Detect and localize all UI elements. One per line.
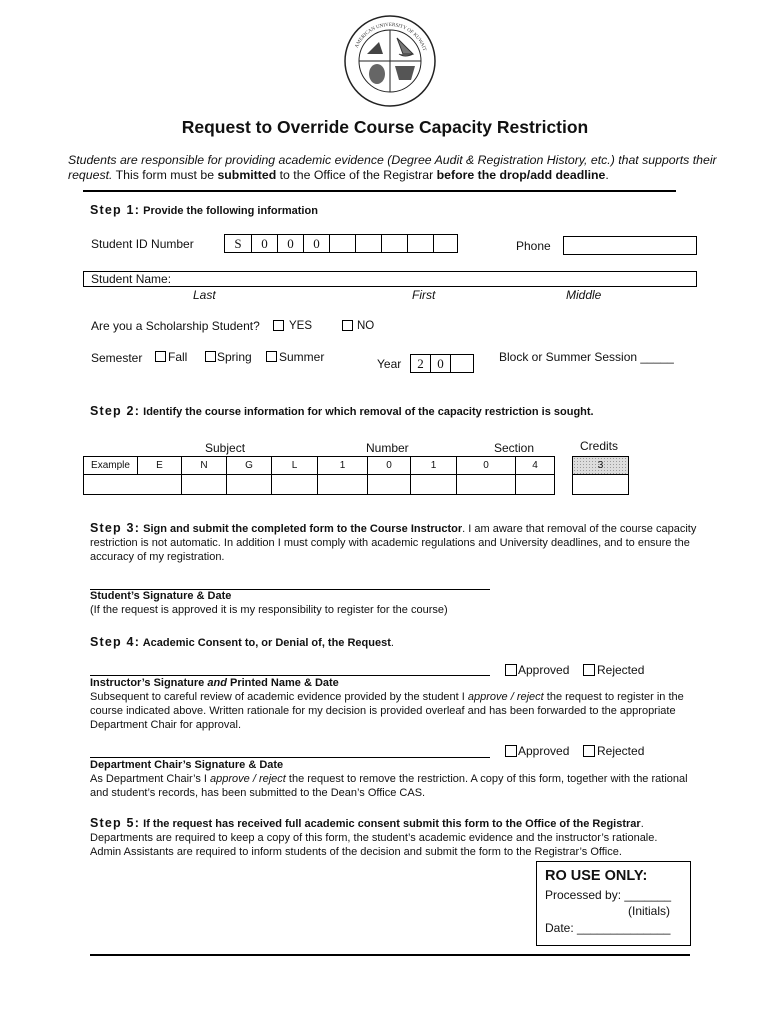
initials-caption: (Initials) [628,904,671,918]
example-section-cell: 4 [532,460,538,471]
phone-field[interactable] [563,236,697,255]
intro-text-3: . [605,168,609,182]
chair-rejected-label: Rejected [597,744,645,758]
ro-date-field[interactable]: Date: ______________ [545,921,671,935]
student-id-digit[interactable] [433,235,458,253]
year-field[interactable] [410,354,474,373]
step5-departments-note: Departments are required to keep a copy of this form, the student’s academic evidence and the instructor’s rationale. [90,832,658,844]
subject-header: Subject [205,441,246,455]
number-entry-cell[interactable] [411,475,457,494]
chair-text: As Department Chair’s I [90,773,211,785]
step4-heading [90,635,394,649]
example-number-cell: 1 [411,457,457,474]
fall-label: Fall [168,350,188,364]
summer-checkbox[interactable] [266,351,277,362]
step2-label: Step 2: [90,404,141,418]
chair-rejected-checkbox[interactable] [583,745,595,757]
step5-text: If the request has received full academic consent submit this form to the Office of the Registrar [143,818,641,830]
subject-entry-cell[interactable] [272,475,318,494]
chair-text-2: the request to remove the restriction. A copy of this form, together with the rational and student’s records, has been submitted to the Dean’s Office CAS. [90,773,688,799]
student-signature-note: (If the request is approved it is my responsibility to register for the course) [90,604,448,616]
instructor-approve-reject: approve / reject [467,691,544,703]
intro-paragraph [68,153,718,183]
fall-checkbox[interactable] [155,351,166,362]
step1-heading [90,203,318,217]
number-header: Number [366,441,409,455]
chair-signature-label: Department Chair’s Signature & Date [90,759,284,771]
example-credits-value: 3 [597,460,604,471]
intro-bold-deadline: before the drop/add deadline [436,168,606,182]
step1-text: Provide the following information [143,205,318,217]
credits-table [572,456,629,495]
student-id-label: Student ID Number [91,237,194,251]
step3-text: . I am aware that removal of the course capacity restriction is not automatic. In addition I must comply with academic regulations and University deadlines, and to ensure the accuracy of my registration. [90,523,697,563]
block-summer-session: Block or Summer Session _____ [499,350,674,364]
instructor-text: Subsequent to careful review of academic evidence provided by the student I [90,691,468,703]
student-id-digit[interactable]: 0 [303,235,329,253]
scholarship-yes-label: YES [289,320,313,332]
phone-label: Phone [516,239,551,253]
example-label: Example [84,457,138,474]
student-id-digit[interactable] [355,235,381,253]
year-label: Year [377,357,402,371]
section-entry-cell[interactable] [516,475,554,494]
section-header: Section [494,441,535,455]
year-digit[interactable]: 0 [430,355,450,373]
instructor-approved-label: Approved [518,663,570,677]
last-name-caption: Last [193,288,216,302]
student-name-field[interactable] [83,271,697,287]
instructor-rejected-label: Rejected [597,663,645,677]
student-id-digit[interactable] [407,235,433,253]
entry-row [84,475,554,494]
instructor-sig-text-2: Printed Name & Date [226,677,339,689]
example-number-cell: 1 [318,457,368,474]
step4-label: Step 4: [90,635,141,649]
instructor-signature-label [90,677,339,689]
step4-dot: . [390,637,394,649]
svg-text:AMERICAN UNIVERSITY OF KUWAIT: AMERICAN UNIVERSITY OF KUWAIT [354,22,427,52]
credits-entry-cell[interactable] [573,475,628,494]
step5-heading [90,816,644,830]
intro-bold-submitted: submitted [217,168,277,182]
divider-bottom [90,954,690,956]
subject-entry-cell[interactable] [182,475,227,494]
student-signature-label: Student’s Signature & Date [90,590,232,602]
step5-dot: . [640,818,644,830]
instructor-sig-and: and [207,677,227,689]
chair-signature-line[interactable] [90,744,490,758]
intro-text-2: to the Office of the Registrar [276,168,437,182]
student-id-digit[interactable] [381,235,407,253]
step1-label: Step 1: [90,203,141,217]
student-id-digit[interactable] [329,235,355,253]
ro-use-only-title: RO USE ONLY: [545,868,648,884]
year-digit[interactable]: 2 [417,356,424,371]
chair-approved-checkbox[interactable] [505,745,517,757]
scholarship-no-checkbox[interactable] [342,320,353,331]
example-row [84,457,554,475]
step3-bold-text: Sign and submit the completed form to the Course Instructor [143,523,463,535]
spring-checkbox[interactable] [205,351,216,362]
intro-italic: Students are responsible for providing academic evidence (Degree Audit & Registration History, etc.) that supports their request. [68,153,717,182]
step2-heading [90,404,594,418]
subject-entry-cell[interactable] [84,475,182,494]
example-section-cell: 0 [457,457,516,474]
chair-paragraph [90,772,690,800]
scholarship-question: Are you a Scholarship Student? [91,319,260,333]
step2-text: Identify the course information for which removal of the capacity restriction is sought. [143,406,594,418]
instructor-sig-text: Instructor’s Signature [90,677,208,689]
step3-label: Step 3: [90,521,141,535]
student-id-digit[interactable]: 0 [251,235,277,253]
university-seal [343,14,437,108]
step3-paragraph [90,521,700,564]
student-id-digit[interactable]: S [234,236,242,251]
intro-text: This form must be [112,168,218,182]
first-name-caption: First [412,288,436,302]
credits-header: Credits [580,439,619,453]
number-entry-cell[interactable] [368,475,411,494]
section-entry-cell[interactable] [457,475,516,494]
instructor-approved-checkbox[interactable] [505,664,517,676]
course-table [83,456,555,495]
page-title: Request to Override Course Capacity Restriction [181,117,589,137]
semester-label: Semester [91,351,143,365]
number-entry-cell[interactable] [318,475,368,494]
year-digit[interactable] [450,355,474,373]
summer-label: Summer [279,350,325,364]
example-subject-cell: E [138,457,182,474]
instructor-text-2: the request to register in the course indicated above. Written rationale for my decision is provided overleaf and has been forwarded to the appropriate Department Chair for approval. [90,691,684,731]
example-subject-cell: G [227,457,272,474]
step5-admin-note: Admin Assistants are required to inform students of the decision and submit the form to the Registrar’s Office. [90,846,622,858]
example-subject-cell: L [272,457,318,474]
example-number-cell: 0 [368,457,411,474]
spring-label: Spring [217,350,252,364]
chair-approve-reject: approve / reject [210,773,286,785]
scholarship-yes-checkbox[interactable] [273,320,284,331]
step5-label: Step 5: [90,816,141,830]
student-signature-line[interactable] [90,577,490,590]
instructor-rejected-checkbox[interactable] [583,664,595,676]
instructor-paragraph [90,690,690,732]
student-id-digit[interactable]: 0 [277,235,303,253]
student-id-field[interactable] [224,234,458,253]
divider-top [83,190,676,192]
instructor-signature-line[interactable] [90,662,490,676]
middle-name-caption: Middle [566,288,602,302]
example-credits-cell [573,457,628,475]
subject-entry-cell[interactable] [227,475,272,494]
example-subject-cell: N [182,457,227,474]
chair-approved-label: Approved [518,744,570,758]
step4-text: Academic Consent to, or Denial of, the Request [142,637,391,649]
student-name-label: Student Name: [91,272,172,286]
processed-by-field[interactable]: Processed by: _______ [545,888,672,902]
scholarship-no-label: NO [357,320,375,332]
